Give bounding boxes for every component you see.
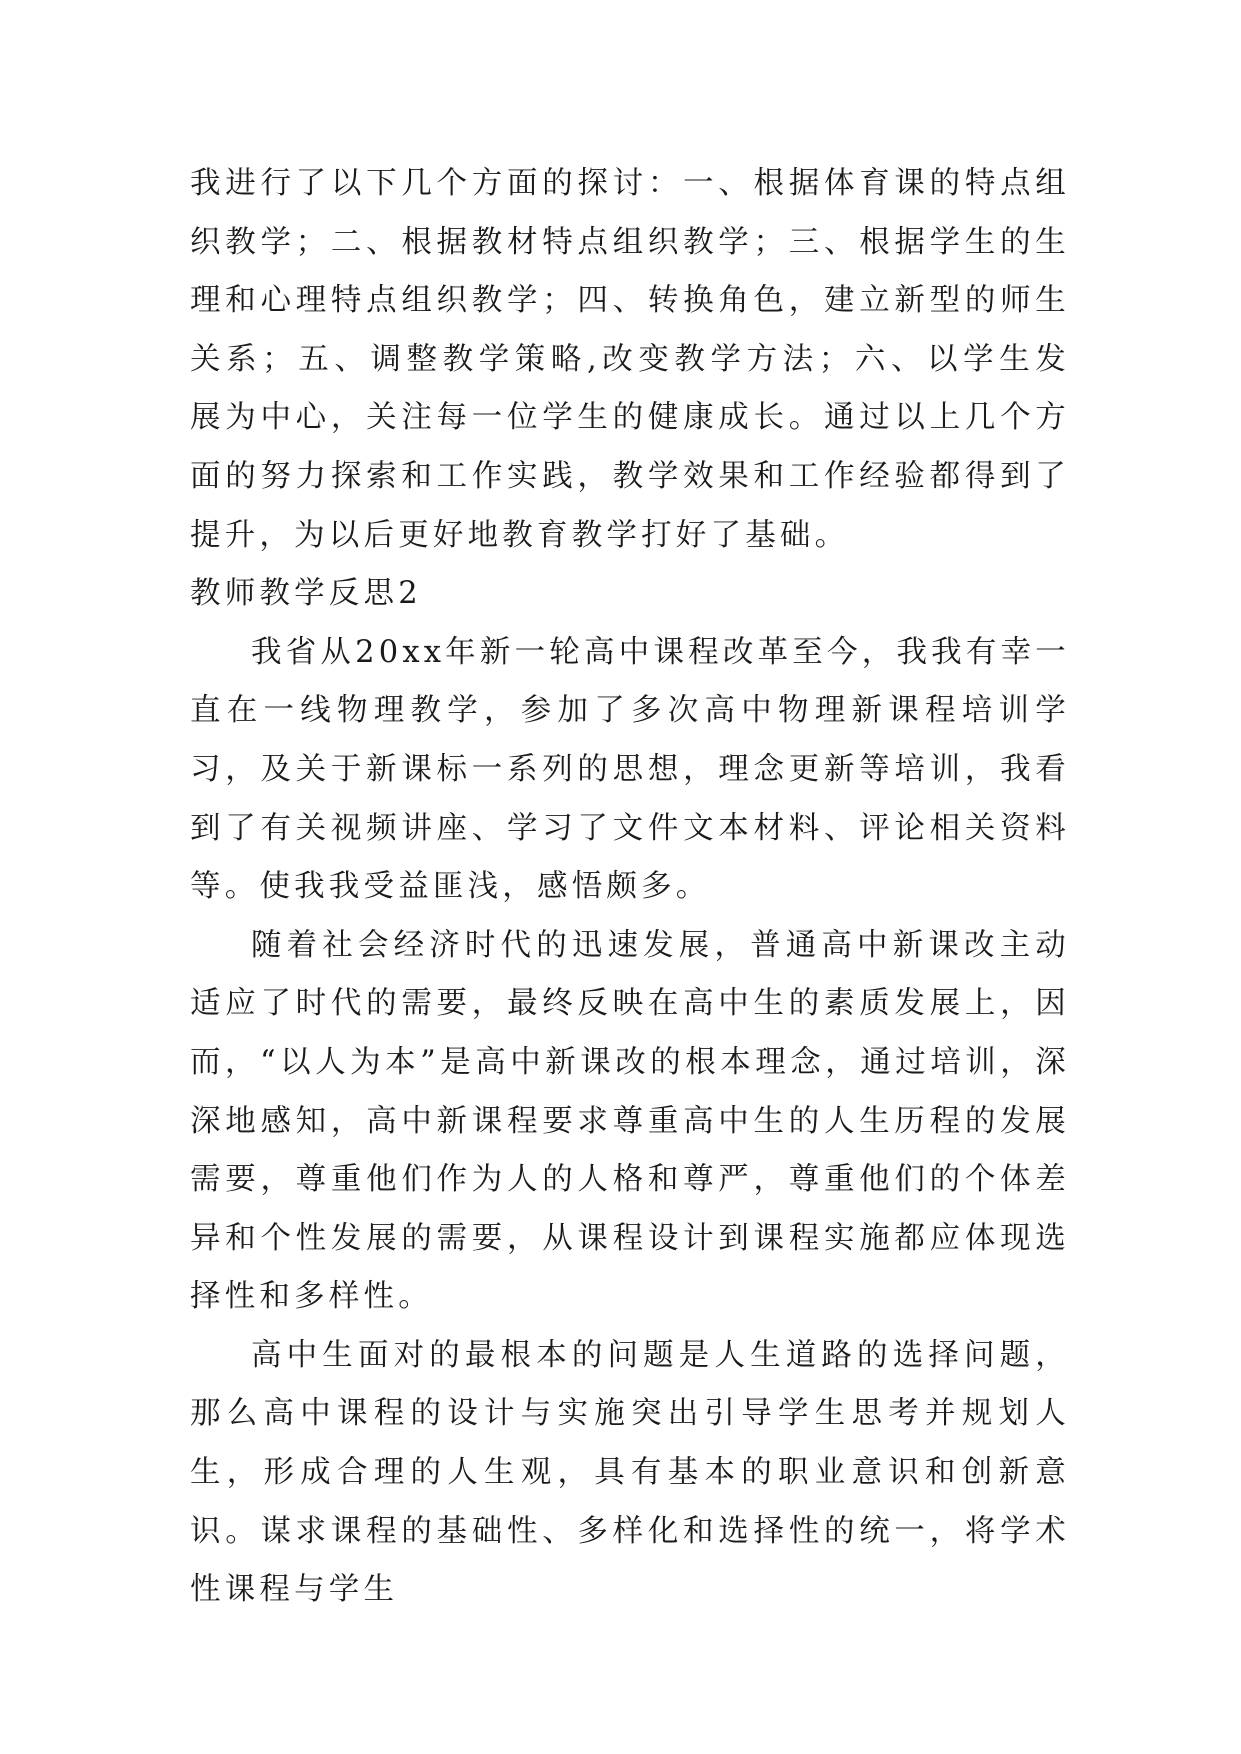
- body-paragraph: 我省从20xx年新一轮高中课程改革至今，我我有幸一直在一线物理教学，参加了多次高中物理新课程培训学习，及关于新课标一系列的思想，理念更新等培训，我看到了有关视频讲座、学习了文件文本材料、评论相关资料等。使我我受益匪浅，感悟颇多。: [190, 634, 1070, 905]
- document-body: [190, 155, 1070, 1620]
- intro-paragraph: 我进行了以下几个方面的探讨：一、根据体育课的特点组织教学；二、根据教材特点组织教学；三、根据学生的生理和心理特点组织教学；四、转换角色，建立新型的师生关系；五、调整教学策略,改变教学方法；六、以学生发展为中心，关注每一位学生的健康成长。通过以上几个方面的努力探索和工作实践，教学效果和工作经验都得到了提升，为以后更好地教育教学打好了基础。: [190, 166, 1070, 553]
- body-paragraph: 高中生面对的最根本的问题是人生道路的选择问题，那么高中课程的设计与实施突出引导学生思考并规划人生，形成合理的人生观，具有基本的职业意识和创新意识。谋求课程的基础性、多样化和选择性的统一，将学术性课程与学生: [190, 1337, 1070, 1608]
- body-paragraph: 随着社会经济时代的迅速发展，普通高中新课改主动适应了时代的需要，最终反映在高中生的素质发展上，因而，“以人为本”是高中新课改的根本理念，通过培训，深深地感知，高中新课程要求尊重高中生的人生历程的发展需要，尊重他们作为人的人格和尊严，尊重他们的个体差异和个性发展的需要，从课程设计到课程实施都应体现选择性和多样性。: [190, 927, 1070, 1315]
- section-title: 教师教学反思2: [190, 576, 422, 612]
